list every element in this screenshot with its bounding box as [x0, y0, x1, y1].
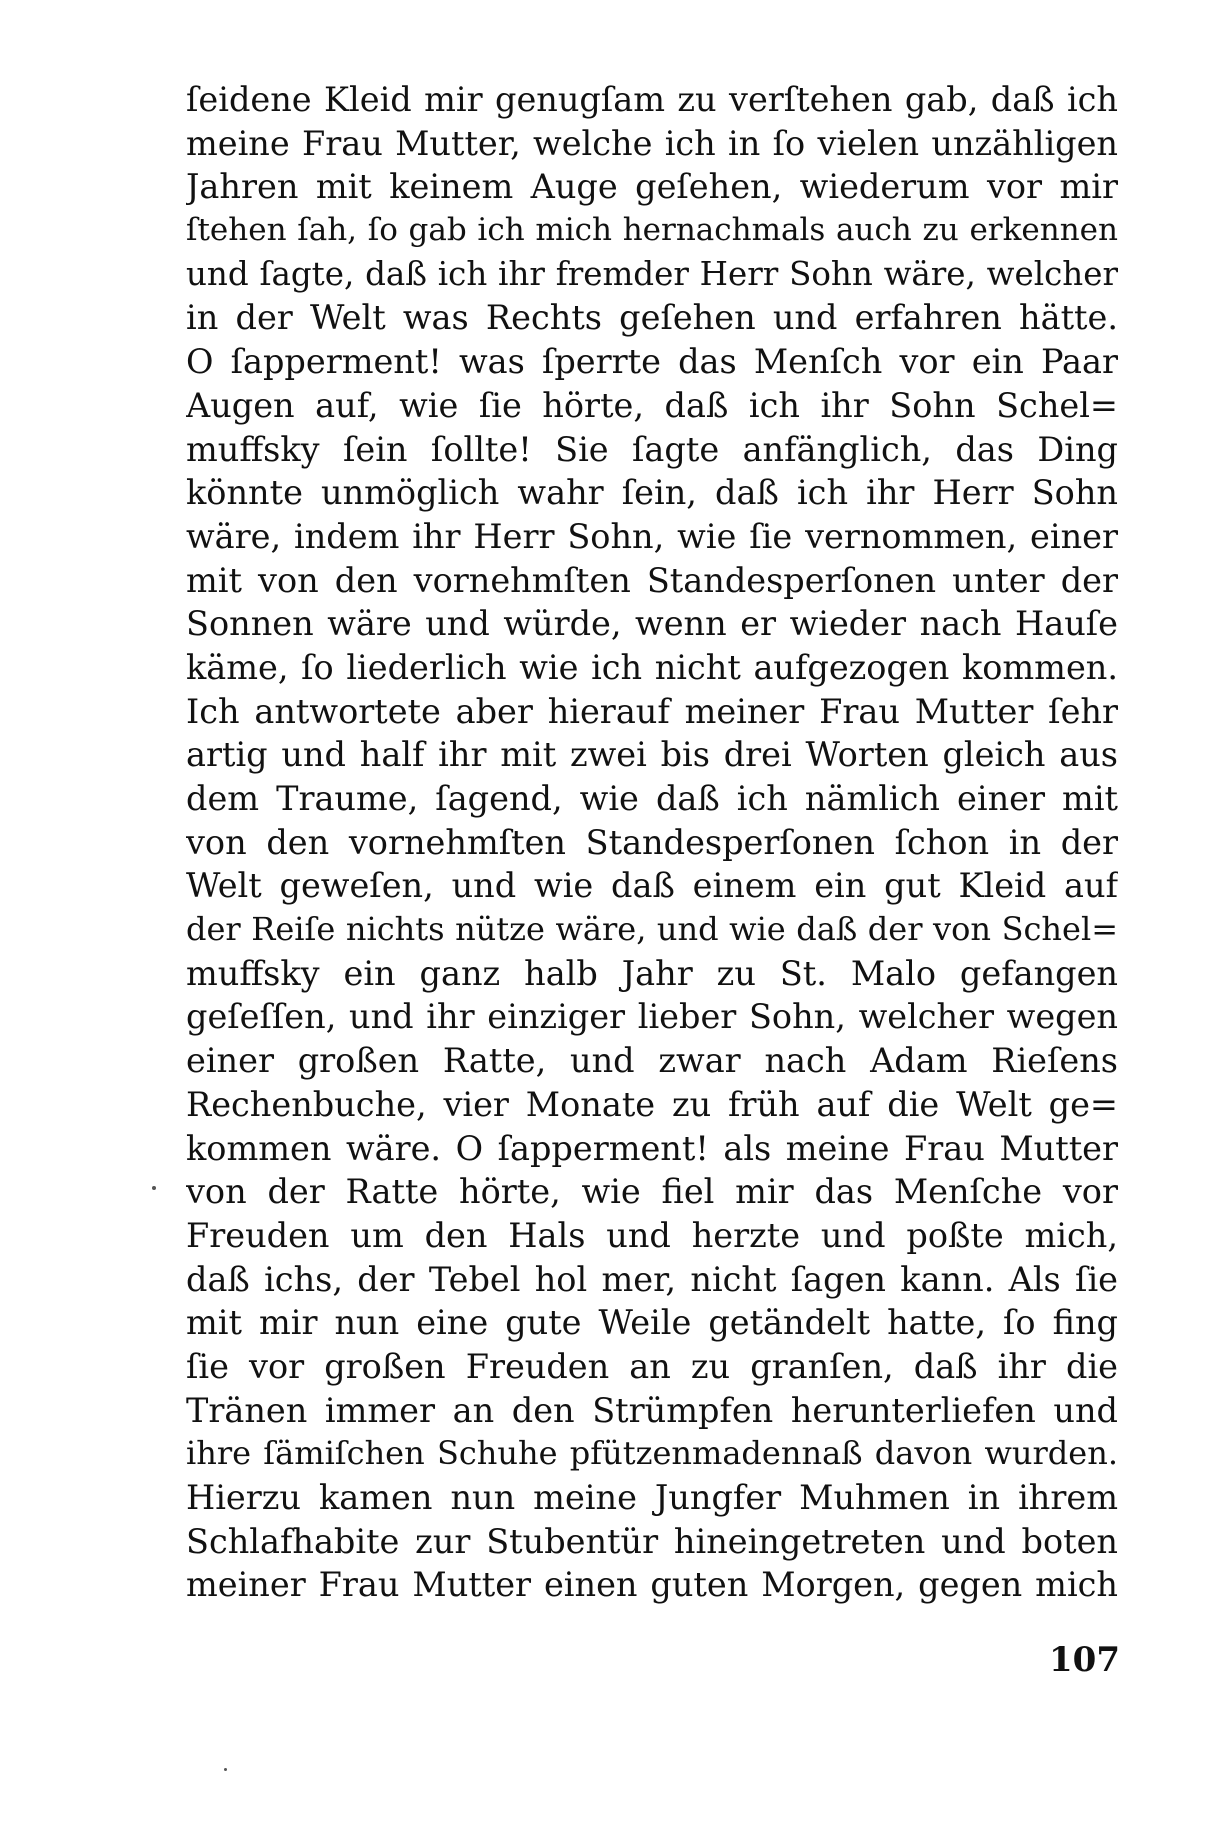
text-line: mit von den vornehmſten Standesperſonen unter der — [186, 560, 1118, 600]
text-line: ihre ſämiſchen Schuhe pfützenmadennaß davon wurden. — [186, 1434, 1118, 1473]
text-line: ſeidene Kleid mir genugſam zu verſtehen gab, daß ich — [186, 80, 1118, 119]
text-line: muffsky ſein ſollte! Sie ſagte anfänglich, das Ding — [186, 429, 1118, 469]
text-line: könnte unmöglich wahr ſein, daß ich ihr Herr Sohn — [186, 473, 1118, 513]
text-line: kommen wäre. O ſapperment! als meine Frau Mutter — [186, 1128, 1118, 1168]
text-line: käme, ſo liederlich wie ich nicht aufgezogen kommen. — [186, 647, 1118, 687]
paper-speck — [224, 1768, 227, 1771]
text-line: ſie vor großen Freuden an zu granſen, daß ihr die — [186, 1346, 1118, 1386]
text-line: und ſagte, daß ich ihr fremder Herr Sohn wäre, welcher — [186, 254, 1118, 293]
text-line: von der Ratte hörte, wie fiel mir das Menſche vor — [186, 1172, 1118, 1212]
text-line: Rechenbuche, vier Monate zu früh auf die Welt ge= — [186, 1084, 1118, 1124]
text-line: muffsky ein ganz halb Jahr zu St. Malo gefangen — [186, 953, 1118, 993]
text-line: daß ichs, der Tebel hol mer, nicht ſagen kann. Als ſie — [186, 1259, 1118, 1299]
text-line: Hierzu kamen nun meine Jungfer Muhmen in ihrem — [186, 1478, 1118, 1517]
text-line: Welt geweſen, und wie daß einem ein gut Kleid auf — [186, 866, 1118, 906]
text-line: in der Welt was Rechts geſehen und erfahren hätte. — [186, 298, 1118, 338]
text-line: meiner Frau Mutter einen guten Morgen, gegen mich — [186, 1565, 1118, 1605]
text-line: geſeſſen, und ihr einziger lieber Sohn, welcher wegen — [186, 997, 1118, 1037]
text-line: ſtehen ſah, ſo gab ich mich hernachmals auch zu erkennen — [186, 212, 1118, 249]
text-line: wäre, indem ihr Herr Sohn, wie ſie vernommen, einer — [186, 516, 1118, 556]
text-line: Tränen immer an den Strümpfen herunterliefen und — [186, 1390, 1118, 1430]
body-text — [186, 78, 1118, 1607]
text-line: Augen auf, wie ſie hörte, daß ich ihr Sohn Schel= — [186, 385, 1118, 425]
text-line: Ich antwortete aber hierauf meiner Frau Mutter ſehr — [186, 691, 1118, 731]
text-line: Sonnen wäre und würde, wenn er wieder nach Hauſe — [186, 604, 1118, 644]
text-line: der Reiſe nichts nütze wäre, und wie daß der von Schel= — [186, 910, 1118, 949]
page-number: 107 — [1049, 1640, 1120, 1680]
text-line: Jahren mit keinem Auge geſehen, wiederum vor mir — [186, 167, 1118, 207]
text-line: einer großen Ratte, und zwar nach Adam Rieſens — [186, 1041, 1118, 1081]
text-line: artig und half ihr mit zwei bis drei Worten gleich aus — [186, 735, 1118, 775]
text-line: mit mir nun eine gute Weile getändelt hatte, ſo fing — [186, 1303, 1118, 1343]
text-line: meine Frau Mutter, welche ich in ſo vielen unzähligen — [186, 123, 1118, 163]
text-line: Freuden um den Hals und herzte und poßte mich, — [186, 1215, 1118, 1255]
text-line: O ſapperment! was ſperrte das Menſch vor ein Paar — [186, 342, 1118, 382]
text-line: dem Traume, ſagend, wie daß ich nämlich einer mit — [186, 779, 1118, 818]
paper-speck — [152, 1186, 156, 1190]
text-line: von den vornehmſten Standesperſonen ſchon in der — [186, 822, 1118, 862]
text-line: Schlafhabite zur Stubentür hineingetreten und boten — [186, 1521, 1118, 1561]
